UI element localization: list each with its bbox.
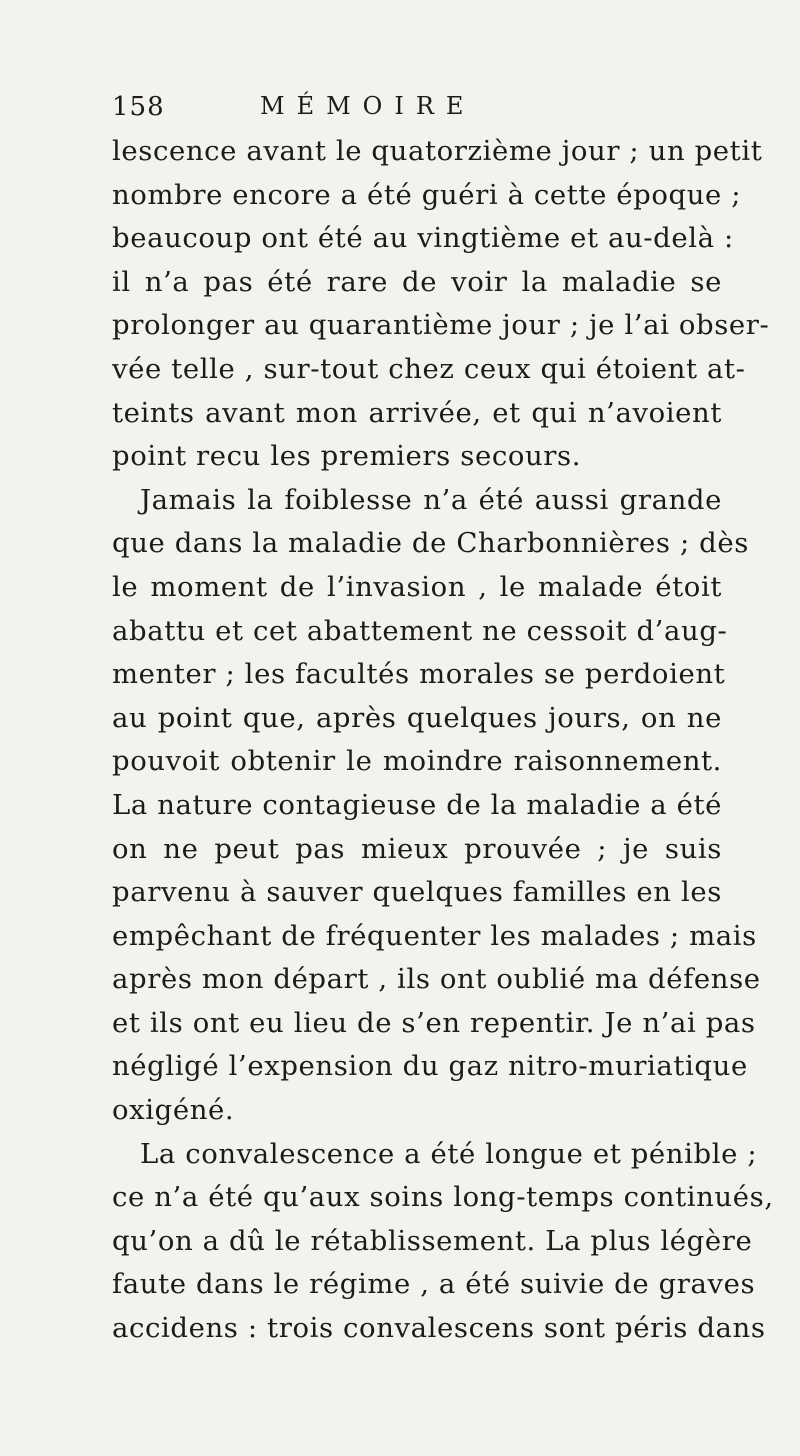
text-line: La nature contagieuse de la maladie a été	[112, 788, 723, 821]
text-line: teints avant mon arrivée, et qui n’avoient	[112, 396, 722, 429]
text-line: après mon départ , ils ont oublié ma défense	[112, 963, 761, 996]
running-title: MÉMOIRE	[260, 92, 476, 120]
text-line: ce n’a été qu’aux soins long-temps continués,	[112, 1181, 774, 1214]
text-line: que dans la maladie de Charbonnières ; dès	[112, 527, 749, 560]
text-line: prolonger au quarantième jour ; je l’ai obser-	[112, 309, 770, 342]
text-line: Jamais la foiblesse n’a été aussi grande	[140, 483, 722, 516]
text-line: point recu les premiers secours.	[112, 440, 582, 473]
text-line: négligé l’expension du gaz nitro-muriatique	[112, 1050, 748, 1083]
text-line: parvenu à sauver quelques familles en les	[112, 876, 722, 909]
text-line: pouvoit obtenir le moindre raisonnement.	[112, 745, 722, 778]
page-header	[112, 92, 672, 132]
text-line: le moment de l’invasion , le malade étoit	[112, 570, 722, 603]
text-line: empêchant de fréquenter les malades ; mais	[112, 919, 757, 952]
text-line: menter ; les facultés morales se perdoient	[112, 658, 726, 691]
text-line: oxigéné.	[112, 1094, 235, 1127]
text-line: on ne peut pas mieux prouvée ; je suis	[112, 832, 722, 865]
text-line: qu’on a dû le rétablissement. La plus légère	[112, 1224, 753, 1257]
text-line: La convalescence a été longue et pénible ;	[140, 1137, 758, 1170]
text-line: lescence avant le quatorzième jour ; un petit	[112, 135, 763, 167]
text-line: beaucoup ont été au vingtième et au-delà :	[112, 222, 734, 255]
text-line: vée telle , sur-tout chez ceux qui étoient at-	[112, 352, 746, 385]
page-number: 158	[112, 92, 165, 122]
text-line: accidens : trois convalescens sont péris dans	[112, 1312, 766, 1345]
text-line: nombre encore a été guéri à cette époque ;	[112, 178, 742, 211]
text-line: abattu et cet abattement ne cessoit d’aug-	[112, 614, 728, 647]
text-line: et ils ont eu lieu de s’en repentir. Je n’ai pas	[112, 1006, 756, 1039]
text-line: faute dans le régime , a été suivie de graves	[112, 1268, 756, 1301]
text-line: il n’a pas été rare de voir la maladie se	[112, 265, 722, 298]
body-text	[112, 130, 774, 1351]
text-line: au point que, après quelques jours, on ne	[112, 701, 722, 734]
